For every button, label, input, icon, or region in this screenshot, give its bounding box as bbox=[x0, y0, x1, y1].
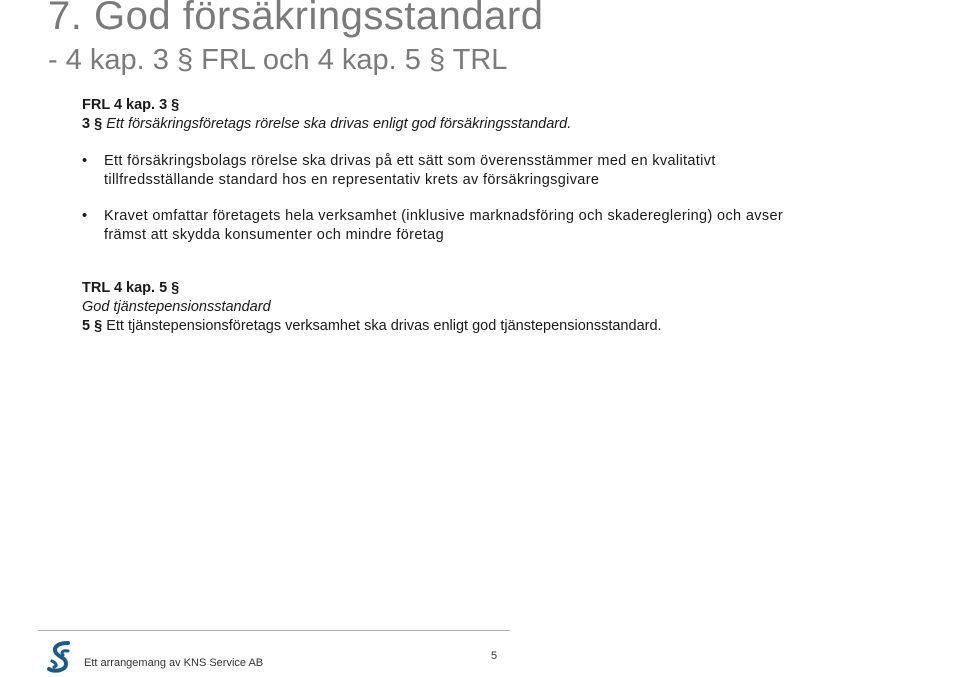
bullet-item-1 bbox=[82, 151, 716, 171]
trl-section-number: 5 § bbox=[82, 318, 103, 334]
trl-section bbox=[82, 316, 662, 336]
trl-subheading: God tjänstepensionsstandard bbox=[82, 299, 271, 315]
trl-heading: TRL 4 kap. 5 § bbox=[82, 280, 180, 296]
kns-logo-icon bbox=[46, 640, 74, 676]
bullet-icon: • bbox=[82, 153, 88, 169]
frl-section bbox=[82, 114, 571, 134]
bullet-text: Ett försäkringsbolags rörelse ska drivas på ett sätt som överensstämmer med en kvalitativt bbox=[104, 153, 716, 169]
page-number: 5 bbox=[491, 650, 498, 662]
bullet-text: Kravet omfattar företagets hela verksamhet (inklusive marknadsföring och skadereglering) och avser bbox=[104, 208, 784, 224]
bullet-text-continued: tillfredsställande standard hos en representativ krets av försäkringsgivare bbox=[104, 172, 600, 188]
frl-heading: FRL 4 kap. 3 § bbox=[82, 97, 180, 113]
footer-text: Ett arrangemang av KNS Service AB bbox=[84, 657, 264, 669]
page-subtitle: - 4 kap. 3 § FRL och 4 kap. 5 § TRL bbox=[48, 44, 508, 76]
frl-section-number: 3 § bbox=[82, 116, 103, 132]
trl-section-text: Ett tjänstepensionsföretags verksamhet ska drivas enligt god tjänstepensionsstandard. bbox=[106, 318, 662, 334]
page-title: 7. God försäkringsstandard bbox=[48, 0, 544, 38]
bullet-item-2 bbox=[82, 206, 783, 226]
bullet-icon: • bbox=[82, 208, 88, 224]
frl-section-text: Ett försäkringsföretags rörelse ska drivas enligt god försäkringsstandard. bbox=[106, 116, 572, 132]
bullet-text-continued: främst att skydda konsumenter och mindre företag bbox=[104, 227, 444, 243]
footer-divider bbox=[38, 630, 510, 631]
